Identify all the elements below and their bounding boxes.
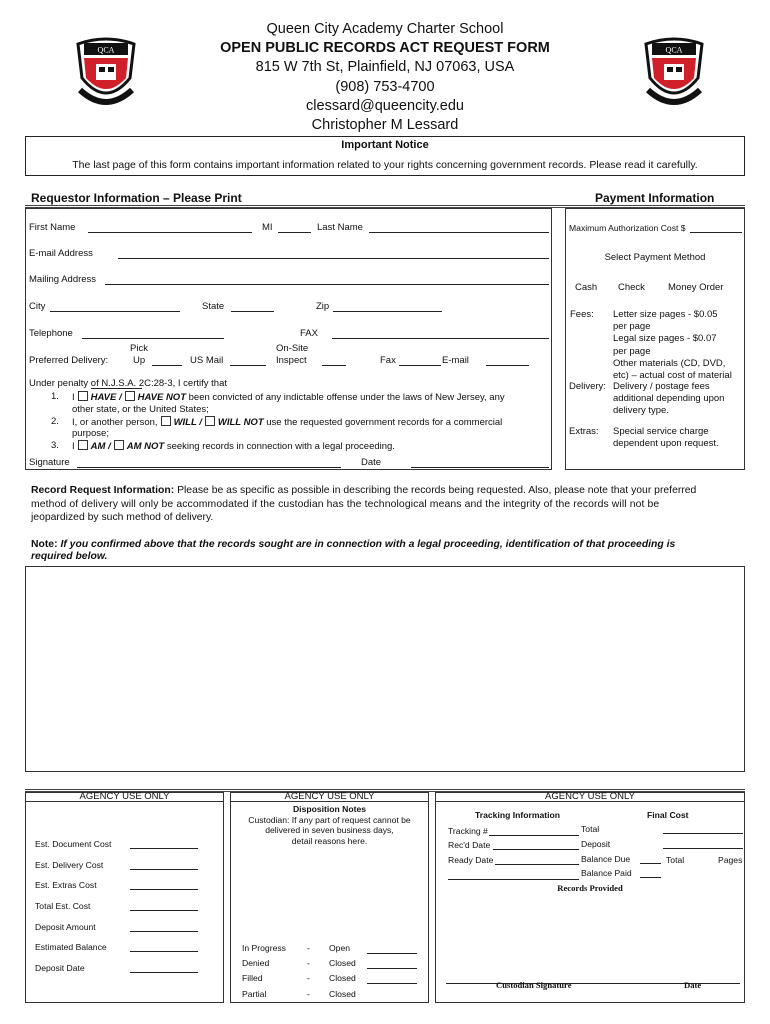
am-not-label: AM NOT	[126, 441, 165, 452]
max-auth-field[interactable]	[690, 232, 742, 233]
cert2-a: I, or another person,	[72, 417, 158, 428]
total-est-cost-label: Total Est. Cost	[35, 901, 91, 911]
inspect-field[interactable]	[322, 365, 346, 366]
logo-text: QCA	[97, 45, 115, 55]
balance-paid-label: Balance Paid	[581, 868, 632, 878]
cert1-i: I	[72, 392, 75, 403]
recd-date-label: Rec'd Date	[448, 840, 491, 850]
note-line2: required below.	[31, 551, 108, 562]
records-provided-label: Records Provided	[557, 883, 623, 893]
disposition-text	[230, 815, 429, 846]
balance-paid-field[interactable]	[640, 877, 661, 878]
us-mail-field[interactable]	[230, 365, 266, 366]
note-line1	[31, 539, 675, 550]
record-request-text: Please be as specific as possible in describing the records being requested. Also, please note that your preferred	[177, 485, 697, 496]
delivery-line: Delivery / postage fees	[613, 381, 710, 392]
form-title: OPEN PUBLIC RECORDS ACT REQUEST FORM	[220, 40, 550, 56]
cert3-i: I	[72, 441, 75, 452]
status-denied-field[interactable]	[367, 968, 417, 969]
delivery-line: delivery type.	[613, 405, 669, 417]
status-in-progress: In Progress	[242, 943, 286, 953]
status-partial: Partial	[242, 989, 267, 999]
requestor-heading: Requestor Information – Please Print	[31, 191, 242, 205]
delivery-label: Delivery:	[569, 381, 606, 392]
mailing-label: Mailing Address	[29, 274, 97, 285]
record-request-line1	[31, 485, 696, 496]
tracking-extra-field[interactable]	[448, 879, 579, 880]
status-dash: -	[307, 958, 310, 968]
deposit-date-field[interactable]	[130, 972, 198, 973]
fees-line: Legal size pages - $0.07	[613, 333, 717, 345]
fees-line: per page	[613, 321, 651, 333]
deposit-amount-label: Deposit Amount	[35, 922, 96, 932]
est-extras-cost-field[interactable]	[130, 889, 198, 890]
tracking-info-heading: Tracking Information	[475, 810, 560, 820]
signature-label: Signature	[29, 457, 70, 468]
extras-line: Special service charge	[613, 426, 709, 437]
fees-line: etc) – actual cost of material	[613, 370, 732, 382]
last-name-label: Last Name	[317, 222, 363, 233]
mailing-field[interactable]	[105, 284, 549, 285]
fax-option-field[interactable]	[399, 365, 441, 366]
disposition-line: detail reasons here.	[291, 835, 368, 846]
deposit-amount-field[interactable]	[130, 931, 198, 932]
agency-right-title: AGENCY USE ONLY	[435, 792, 745, 802]
pickup-field[interactable]	[152, 365, 182, 366]
have-not-label: HAVE NOT	[137, 392, 186, 403]
extras-details	[613, 426, 719, 450]
us-mail-label: US Mail	[190, 355, 224, 366]
state-field[interactable]	[231, 311, 274, 312]
pickup-label: Up	[133, 355, 146, 366]
city-label: City	[29, 301, 46, 312]
status-denied: Denied	[242, 958, 270, 968]
note-label: Note:	[31, 539, 58, 550]
est-document-cost-field[interactable]	[130, 848, 198, 849]
status-dash: -	[307, 989, 310, 999]
notice-text: The last page of this form contains important information related to your rights concerning government records. Please read it carefully.	[72, 159, 698, 171]
email-option-label: E-mail	[442, 355, 469, 366]
am-not-checkbox[interactable]	[114, 440, 124, 450]
will-label: WILL /	[173, 417, 202, 428]
cash-option[interactable]: Cash	[575, 282, 598, 293]
estimated-balance-field[interactable]	[130, 951, 198, 952]
status-dash: -	[307, 943, 310, 953]
have-not-checkbox[interactable]	[125, 391, 135, 401]
payment-heading: Payment Information	[595, 191, 715, 205]
will-not-checkbox[interactable]	[205, 416, 215, 426]
mi-field[interactable]	[278, 232, 311, 233]
disposition-line: Custodian: If any part of request cannot be	[248, 815, 411, 825]
balance-due-label: Balance Due	[581, 854, 631, 864]
logo-text: QCA	[665, 45, 683, 55]
have-label: HAVE /	[90, 392, 122, 403]
record-request-label: Record Request Information:	[31, 485, 175, 496]
signature-field[interactable]	[77, 467, 341, 468]
penalty-statement: Under penalty of N.J.S.A. 2C:28-3, I certify that	[29, 378, 228, 389]
date-field[interactable]	[411, 467, 549, 468]
delivery-line: additional depending upon	[613, 393, 725, 405]
cert3-number: 3.	[51, 440, 59, 451]
school-address: 815 W 7th St, Plainfield, NJ 07063, USA	[255, 59, 515, 75]
cert2-text	[72, 416, 502, 428]
fees-line: Letter size pages - $0.05	[613, 309, 718, 320]
telephone-field[interactable]	[82, 338, 224, 339]
estimated-balance-label: Estimated Balance	[35, 942, 107, 952]
cert3-text	[72, 440, 395, 452]
onsite-label: On-Site	[276, 343, 309, 354]
note-text: If you confirmed above that the records sought are in connection with a legal proceeding, identification of that proceeding is	[60, 539, 676, 550]
cert2-rest: use the requested government records for a commercial	[266, 417, 503, 428]
city-field[interactable]	[50, 311, 180, 312]
record-request-line2: method of delivery will only be accommodated if the custodian has the technological means and the integrity of the records will not be	[31, 499, 660, 510]
agency-left-title: AGENCY USE ONLY	[25, 792, 224, 802]
check-option[interactable]: Check	[618, 282, 645, 293]
fax-field[interactable]	[332, 338, 549, 339]
total-field[interactable]	[663, 833, 743, 834]
records-description-box[interactable]	[25, 566, 745, 772]
select-method-label: Select Payment Method	[604, 252, 706, 263]
extras-label: Extras:	[569, 426, 599, 437]
statute-underline	[91, 388, 142, 389]
inspect-label: Inspect	[276, 355, 307, 366]
pages-label: Pages	[718, 855, 743, 865]
email-field[interactable]	[118, 258, 549, 259]
will-not-label: WILL NOT	[217, 417, 264, 428]
status-dash: -	[307, 973, 310, 983]
ready-date-field[interactable]	[495, 864, 579, 865]
last-name-field[interactable]	[369, 232, 549, 233]
est-delivery-cost-field[interactable]	[130, 869, 198, 870]
ready-date-label: Ready Date	[448, 855, 494, 865]
fees-label: Fees:	[570, 309, 594, 320]
total-pages-label: Total	[666, 855, 685, 865]
fax-option-label: Fax	[380, 355, 396, 366]
est-delivery-cost-label: Est. Delivery Cost	[35, 860, 104, 870]
balance-due-field[interactable]	[640, 863, 661, 864]
cert2-line2: purpose;	[72, 428, 109, 439]
cert1-rest: been convicted of any indictable offense under the laws of New Jersey, any	[188, 392, 505, 403]
total-est-cost-field[interactable]	[130, 910, 198, 911]
preferred-delivery-label: Preferred Delivery:	[29, 355, 109, 366]
status-filled: Filled	[242, 973, 263, 983]
status-filled-field[interactable]	[367, 983, 417, 984]
have-checkbox[interactable]	[78, 391, 88, 401]
cert1-number: 1.	[51, 391, 59, 402]
custodian-date-label: Date	[684, 980, 702, 990]
deposit-field[interactable]	[663, 848, 743, 849]
est-extras-cost-label: Est. Extras Cost	[35, 880, 97, 890]
record-request-line3: jeopardized by such method of delivery.	[31, 512, 214, 523]
telephone-label: Telephone	[29, 328, 73, 339]
deposit-date-label: Deposit Date	[35, 963, 85, 973]
tracking-number-field[interactable]	[489, 835, 579, 836]
tracking-number-label: Tracking #	[448, 826, 488, 836]
fees-details	[613, 309, 732, 382]
status-open-field[interactable]	[367, 953, 417, 954]
zip-field[interactable]	[333, 311, 442, 312]
status-closed: Closed	[329, 958, 356, 968]
agency-mid-title: AGENCY USE ONLY	[230, 792, 429, 802]
deposit-label: Deposit	[581, 839, 611, 849]
am-label: AM /	[90, 441, 111, 452]
recd-date-field[interactable]	[493, 849, 579, 850]
school-email: clessard@queencity.edu	[306, 98, 464, 114]
est-document-cost-label: Est. Document Cost	[35, 839, 112, 849]
pick-label: Pick	[130, 343, 148, 354]
first-name-label: First Name	[29, 222, 76, 233]
disposition-line: delivered in seven business days,	[265, 825, 394, 836]
disposition-title: Disposition Notes	[292, 804, 367, 814]
status-closed: Closed	[329, 973, 356, 983]
extras-line: dependent upon request.	[613, 438, 719, 450]
total-label: Total	[581, 824, 600, 834]
school-phone: (908) 753-4700	[335, 79, 435, 95]
school-name: Queen City Academy Charter School	[266, 21, 504, 37]
notice-title: Important Notice	[341, 139, 429, 151]
status-open: Open	[329, 943, 351, 953]
first-name-field[interactable]	[88, 232, 252, 233]
email-option-field[interactable]	[486, 365, 529, 366]
status-closed: Closed	[329, 989, 356, 999]
cert3-rest: seeking records in connection with a legal proceeding.	[166, 441, 395, 452]
cert1-line2: other state, or the United States;	[72, 404, 209, 415]
fees-line: Other materials (CD, DVD,	[613, 357, 726, 369]
contact-name: Christopher M Lessard	[311, 117, 459, 133]
money-order-option[interactable]: Money Order	[668, 282, 724, 293]
final-cost-heading: Final Cost	[647, 810, 689, 820]
cert1-text	[72, 391, 505, 403]
am-checkbox[interactable]	[78, 440, 88, 450]
fax-label: FAX	[300, 328, 318, 339]
delivery-details	[613, 381, 724, 418]
zip-label: Zip	[316, 301, 330, 312]
state-label: State	[202, 301, 225, 312]
mi-label: MI	[262, 222, 273, 233]
email-label: E-mail Address	[29, 248, 93, 259]
custodian-signature-label: Custodian Signature	[496, 980, 572, 990]
max-auth-label: Maximum Authorization Cost $	[569, 223, 686, 233]
cert2-number: 2.	[51, 416, 59, 427]
fees-line: per page	[613, 345, 651, 357]
date-label: Date	[361, 457, 382, 468]
will-checkbox[interactable]	[161, 416, 171, 426]
